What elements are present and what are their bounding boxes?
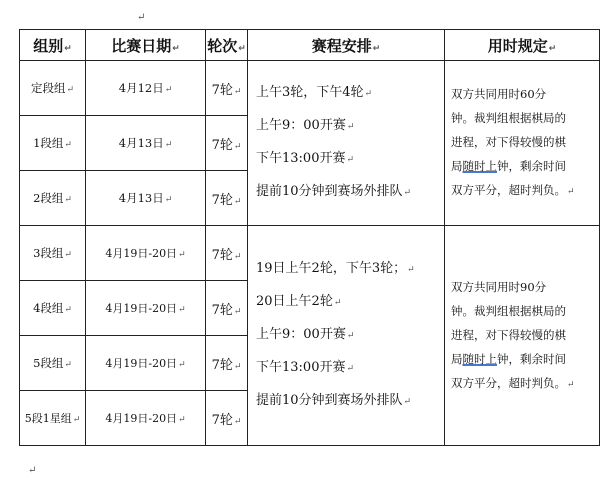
rounds-cell: 7轮↵	[206, 171, 248, 226]
rule-line: 局随时上钟，剩余时间	[451, 159, 566, 173]
date-cell: 4月19日-20日↵	[86, 226, 206, 281]
date-cell: 4月13日↵	[86, 171, 206, 226]
rule-line: 双方共同用时60分	[451, 87, 547, 101]
group-cell: 5段组↵	[20, 336, 86, 391]
schedule-line: 19日上午2轮，下午3轮；↵	[256, 261, 415, 276]
header-schedule: 赛程安排↵	[248, 30, 445, 61]
rule-line: 双方平分，超时判负。↵	[451, 375, 575, 390]
group-cell: 3段组↵	[20, 226, 86, 281]
schedule-line: 上午9：00开赛↵	[256, 327, 355, 342]
date-cell: 4月19日-20日↵	[86, 336, 206, 391]
schedule-line: 上午3轮，下午4轮↵	[256, 85, 373, 100]
paragraph-mark-bottom: ↵	[28, 465, 37, 476]
schedule-line: 下午13:00开赛↵	[256, 151, 355, 166]
date-cell: 4月19日-20日↵	[86, 281, 206, 336]
rule-line: 钟。裁判组根据棋局的	[451, 303, 566, 318]
header-time-rule: 用时规定↵	[445, 30, 600, 61]
rule-line: 进程，对下得较慢的棋	[451, 327, 566, 342]
group-cell: 5段1星组↵	[20, 391, 86, 446]
schedule-line: 下午13:00开赛↵	[256, 360, 355, 375]
rounds-cell: 7轮↵	[206, 281, 248, 336]
header-date: 比赛日期↵	[86, 30, 206, 61]
group-cell: 4段组↵	[20, 281, 86, 336]
rule-line: 进程，对下得较慢的棋	[451, 135, 566, 149]
rule-line: 双方平分，超时判负。↵	[451, 183, 575, 197]
rounds-cell: 7轮↵	[206, 61, 248, 116]
competition-schedule-table	[19, 29, 600, 446]
group-cell: 定段组↵	[20, 61, 86, 116]
schedule-line: 提前10分钟到赛场外排队↵	[256, 184, 412, 199]
schedule-line: 20日上午2轮↵	[256, 294, 342, 309]
paragraph-mark-top: ↵	[137, 12, 146, 23]
schedule-line: 提前10分钟到赛场外排队↵	[256, 393, 412, 408]
header-group: 组别↵	[20, 30, 86, 61]
rule-line: 双方共同用时90分	[451, 279, 547, 294]
time-rule-cell-a	[445, 61, 600, 226]
rule-line: 局随时上钟，剩余时间	[451, 351, 566, 366]
schedule-line: 上午9：00开赛↵	[256, 118, 355, 133]
table-row	[20, 226, 600, 281]
time-rule-cell-b	[445, 226, 600, 446]
rounds-cell: 7轮↵	[206, 391, 248, 446]
rounds-cell: 7轮↵	[206, 116, 248, 171]
schedule-cell-b	[248, 226, 445, 446]
header-rounds: 轮次↵	[206, 30, 248, 61]
table-header-row	[20, 30, 600, 61]
group-cell: 1段组↵	[20, 116, 86, 171]
date-cell: 4月13日↵	[86, 116, 206, 171]
group-cell: 2段组↵	[20, 171, 86, 226]
underlined-phrase: 随时上	[462, 159, 497, 173]
date-cell: 4月19日-20日↵	[86, 391, 206, 446]
schedule-cell-a	[248, 61, 445, 226]
date-cell: 4月12日↵	[86, 61, 206, 116]
table-row	[20, 61, 600, 116]
rounds-cell: 7轮↵	[206, 226, 248, 281]
underlined-phrase: 随时上	[462, 351, 497, 366]
rule-line: 钟。裁判组根据棋局的	[451, 111, 566, 125]
rounds-cell: 7轮↵	[206, 336, 248, 391]
